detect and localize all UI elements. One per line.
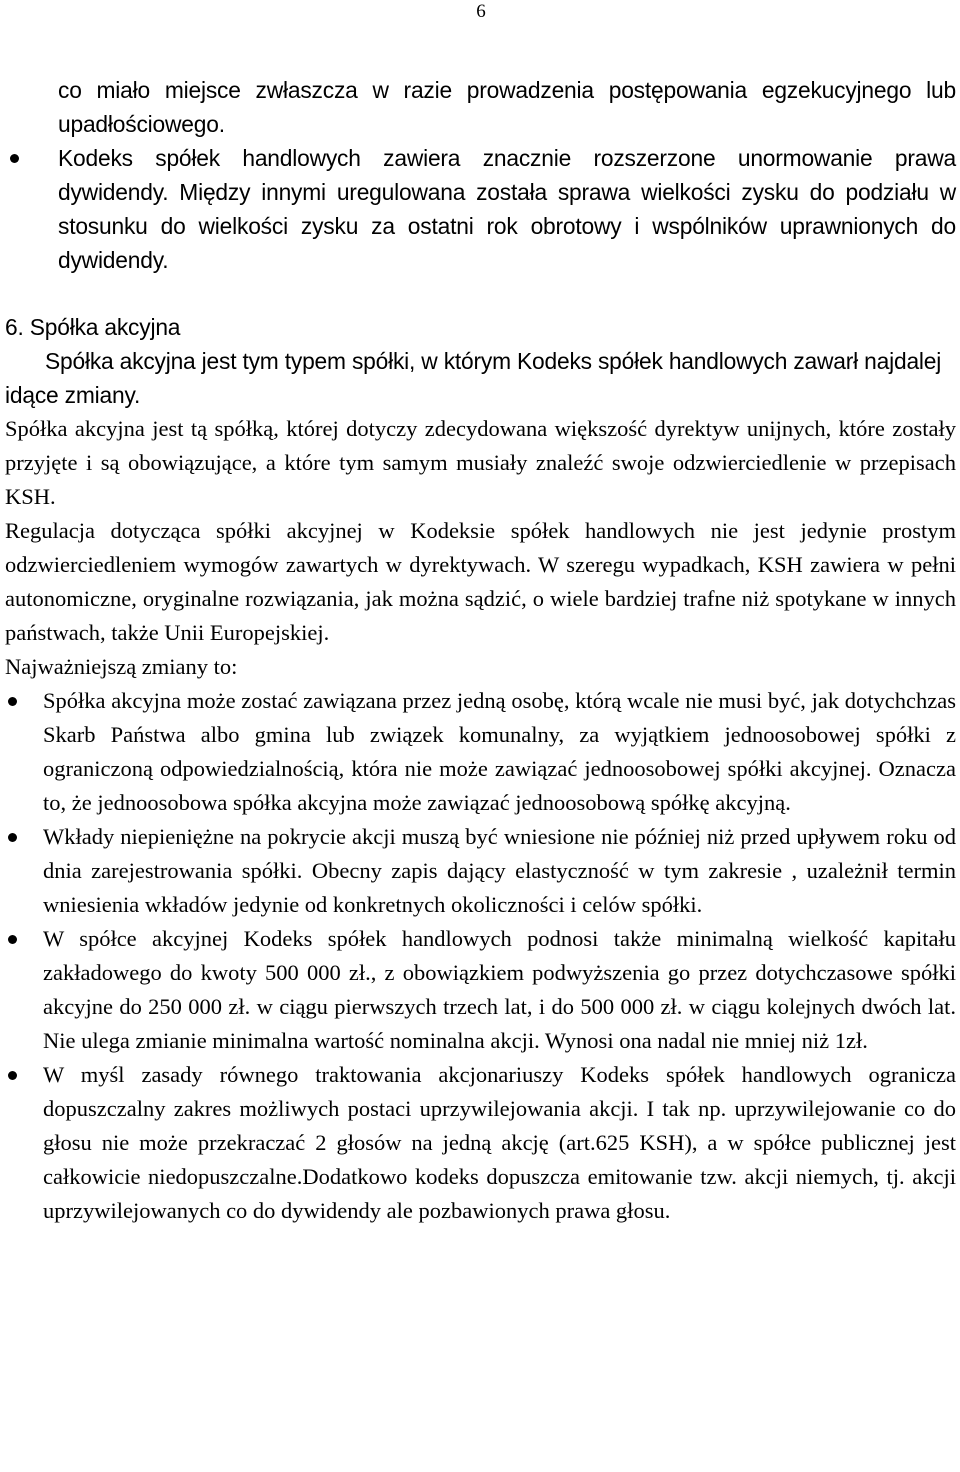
list-item	[5, 1058, 956, 1228]
bullet-icon	[10, 154, 19, 163]
top-block	[0, 73, 956, 277]
section-body	[0, 412, 956, 1228]
page-number: 6	[476, 1, 486, 22]
top-bullet-text: Kodeks spółek handlowych zawiera znacznie rozszerzone unormowanie prawa dywidendy. Między innymi uregulowana została sprawa wielkości zysku do podziału w stosunku do wielkości zysku za ostatni rok obrotowy i wspólników uprawnionych do dywidendy.	[58, 145, 956, 273]
list-item	[5, 684, 956, 820]
list-item	[5, 820, 956, 922]
bullet-icon	[8, 935, 17, 944]
section-title: 6. Spółka akcyjna	[5, 314, 181, 340]
top-bullet-item	[58, 141, 956, 277]
list-item-text: W spółce akcyjnej Kodeks spółek handlowych podnosi także minimalną wielkość kapitału zakładowego do kwoty 500 000 zł., z obowiązkiem podwyższenia go przez dotychczasowe spółki akcyjne do 250 000 zł. w ciągu pierwszych trzech lat, i do 500 000 zł. w ciągu kolejnych dwóch lat. Nie ulega zmianie minimalna wartość nominalna akcji. Wynosi ona nadal nie mniej niż 1zł.	[43, 926, 956, 1053]
section-intro: Spółka akcyjna jest tym typem spółki, w którym Kodeks spółek handlowych zawarł najdalej idące zmiany.	[5, 348, 942, 408]
list-item-text: Spółka akcyjna może zostać zawiązana przez jedną osobę, którą wcale nie musi być, jak dotychchzas Skarb Państwa albo gmina lub związek komunalny, za wyjątkiem jednoosobowej spółki z ograniczoną odpowiedzialnością, która nie może zawiązać jednoosobowej spółki akcyjnej. Oznacza to, że jednoosobowa spółka akcyjna może zawiązać jednoosobową spółkę akcyjną.	[43, 688, 956, 815]
intro-continuation: co miało miejsce zwłaszcza w razie prowadzenia postępowania egzekucyjnego lub upadłościowego.	[58, 77, 956, 137]
paragraph-1: Spółka akcyjna jest tą spółką, której dotyczy zdecydowana większość dyrektyw unijnych, które zostały przyjęte i są obowiązujące, a które tym samym musiały znaleźć swoje odzwierciedlenie w przepisach KSH.	[5, 416, 956, 509]
changes-list	[5, 684, 956, 1228]
bullet-icon	[8, 697, 17, 706]
bullet-icon	[8, 1071, 17, 1080]
bullet-icon	[8, 833, 17, 842]
document-body	[0, 73, 956, 1228]
section-heading-block	[0, 310, 956, 412]
paragraph-3: Najważniejszą zmiany to:	[5, 654, 238, 679]
paragraph-2: Regulacja dotycząca spółki akcyjnej w Kodeksie spółek handlowych nie jest jedynie prostym odzwierciedleniem wymogów zawartych w dyrektywach. W szeregu wypadkach, KSH zawiera w pełni autonomiczne, oryginalne rozwiązania, jak można sądzić, o wiele bardziej trafne niż spotykane w innych państwach, także Unii Europejskiej.	[5, 518, 956, 645]
list-item-text: W myśl zasady równego traktowania akcjonariuszy Kodeks spółek handlowych ogranicza dopuszczalny zakres możliwych postaci uprzywilejowania akcji. I tak np. uprzywilejowanie co do głosu nie może przekraczać 2 głosów na jedną akcję (art.625 KSH), a w spółce publicznej jest całkowicie niedopuszczalne.Dodatkowo kodeks dopuszcza emitowanie tzw. akcji niemych, tj. akcji uprzywilejowanych co do dywidendy ale pozbawionych prawa głosu.	[43, 1062, 956, 1223]
list-item	[5, 922, 956, 1058]
list-item-text: Wkłady niepieniężne na pokrycie akcji muszą być wniesione nie później niż przed upływem roku od dnia zarejestrowania spółki. Obecny zapis dający elastyczność w tym zakresie , uzależnił termin wniesienia wkładów jedynie od konkretnych okoliczności i celów spółki.	[43, 824, 956, 917]
